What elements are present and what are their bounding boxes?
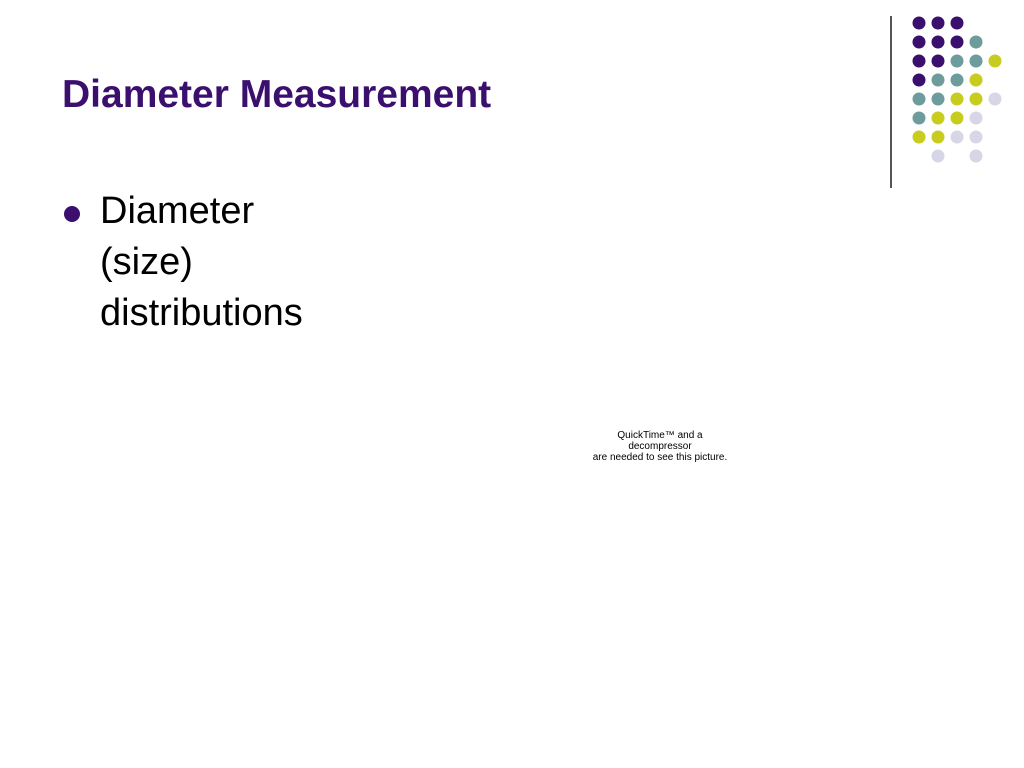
decorative-dot: [913, 74, 926, 87]
decorative-divider-line: [890, 16, 892, 188]
decorative-dot: [913, 36, 926, 49]
decorative-dot: [932, 74, 945, 87]
decorative-dot: [970, 150, 983, 163]
decorative-dot: [970, 74, 983, 87]
decorative-dot: [932, 150, 945, 163]
decorative-dot: [913, 55, 926, 68]
placeholder-line: are needed to see this picture.: [592, 452, 728, 463]
decorative-dot: [932, 112, 945, 125]
bullet-dot-icon: [64, 206, 80, 222]
decorative-dot: [951, 55, 964, 68]
decorative-dot: [970, 93, 983, 106]
decorative-dot: [932, 17, 945, 30]
decorative-dot: [932, 55, 945, 68]
decorative-dot: [913, 17, 926, 30]
decorative-dot: [970, 36, 983, 49]
decorative-dot: [970, 112, 983, 125]
decorative-dot: [970, 55, 983, 68]
decorative-dot: [913, 93, 926, 106]
decorative-dot: [951, 112, 964, 125]
bullet-item: [62, 186, 340, 339]
decorative-dot: [951, 131, 964, 144]
bullet-line: (size): [100, 241, 193, 283]
decorative-dot: [932, 93, 945, 106]
bullet-line: Diameter: [100, 190, 255, 232]
decorative-dot: [951, 36, 964, 49]
decorative-dot: [989, 55, 1002, 68]
missing-picture-placeholder: [566, 430, 754, 463]
decorative-dot: [913, 131, 926, 144]
decorative-dot: [913, 112, 926, 125]
placeholder-line: QuickTime™ and a: [617, 430, 703, 441]
slide-title: Diameter Measurement: [62, 73, 492, 116]
placeholder-line: decompressor: [628, 441, 692, 452]
decorative-dot: [951, 74, 964, 87]
decorative-dot: [932, 36, 945, 49]
decorative-dot: [932, 131, 945, 144]
bullet-list: [62, 186, 340, 339]
bullet-line: distributions: [100, 292, 303, 334]
decorative-dot: [989, 93, 1002, 106]
decorative-dot: [970, 131, 983, 144]
decorative-dot: [951, 93, 964, 106]
decorative-dot: [951, 17, 964, 30]
